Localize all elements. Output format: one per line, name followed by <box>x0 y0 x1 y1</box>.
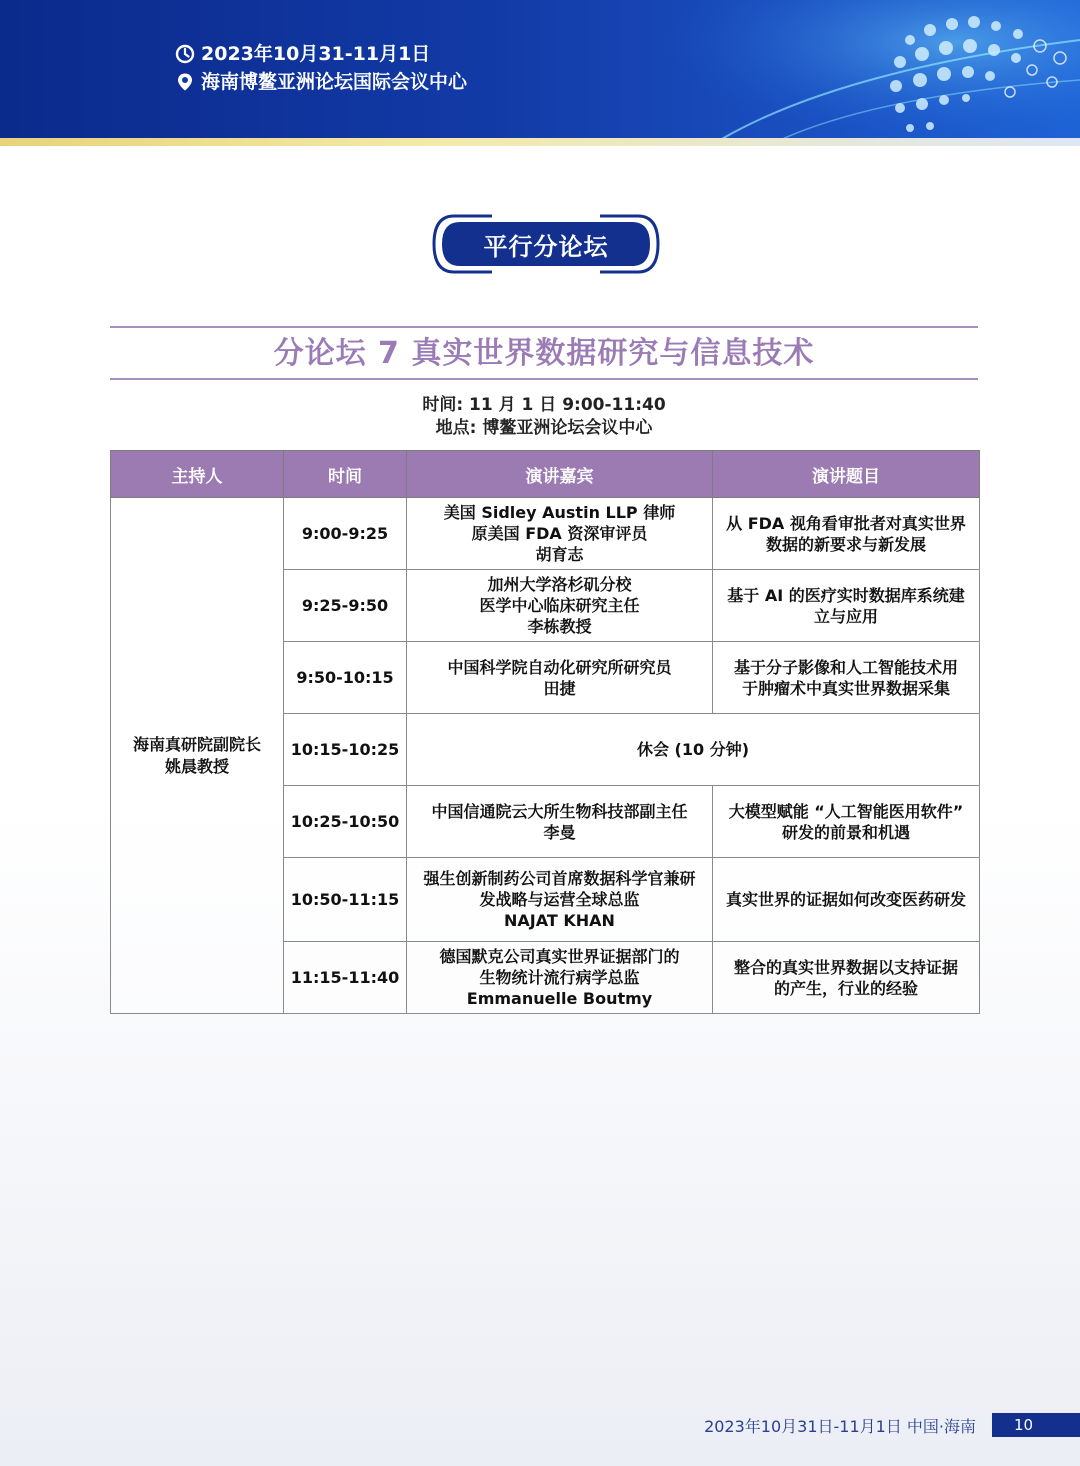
speaker-cell <box>407 786 713 858</box>
section-badge <box>432 214 660 274</box>
banner-stripe <box>0 138 1080 146</box>
time-cell: 11:15-11:40 <box>284 942 407 1014</box>
time-cell: 9:25-9:50 <box>284 570 407 642</box>
speaker-line: 胡育志 <box>535 545 584 564</box>
header-host: 主持人 <box>111 451 284 498</box>
topic-line: 研发的前景和机遇 <box>781 822 910 842</box>
event-date: 2023年10月31-11月1日 <box>201 43 431 65</box>
header-topic: 演讲题目 <box>713 451 980 498</box>
topic-cell <box>713 858 980 942</box>
speaker-line: 德国默克公司真实世界证据部门的 <box>439 947 680 966</box>
forum-time: 时间: 11 月 1 日 9:00-11:40 <box>422 395 666 415</box>
title-rule-bottom <box>110 378 978 380</box>
location-pin-icon <box>175 72 195 92</box>
forum-meta <box>110 394 978 440</box>
speaker-line: 医学中心临床研究主任 <box>479 596 640 615</box>
clock-icon <box>175 44 195 64</box>
topic-line: 立与应用 <box>813 606 878 626</box>
header-time: 时间 <box>284 451 407 498</box>
topic-cell <box>713 942 980 1014</box>
time-cell: 10:25-10:50 <box>284 786 407 858</box>
agenda-table <box>110 450 980 1014</box>
time-cell: 10:15-10:25 <box>284 714 407 786</box>
time-cell: 9:50-10:15 <box>284 642 407 714</box>
speaker-line: 中国科学院自动化研究所研究员 <box>447 657 672 677</box>
host-title: 海南真研院副院长 <box>132 734 261 754</box>
event-date-row <box>175 40 467 68</box>
speaker-line: 李栋教授 <box>527 617 592 636</box>
topic-line: 基于 AI 的医疗实时数据库系统建 <box>727 585 965 605</box>
speaker-line: 中国信通院云大所生物科技部副主任 <box>431 801 688 821</box>
badge-label: 平行分论坛 <box>483 232 609 261</box>
speaker-line: 田捷 <box>543 678 576 698</box>
speaker-line: 发战略与运营全球总监 <box>479 890 640 909</box>
topic-line: 大模型赋能 “人工智能医用软件” <box>728 801 964 821</box>
table-header-row <box>111 451 980 498</box>
topic-line: 的产生，行业的经验 <box>773 978 918 998</box>
topic-line: 真实世界的证据如何改变医药研发 <box>725 890 966 909</box>
host-cell <box>111 498 284 1014</box>
speaker-line: 加州大学洛杉矶分校 <box>487 575 632 594</box>
topic-cell <box>713 786 980 858</box>
forum-title: 分论坛 7 真实世界数据研究与信息技术 <box>273 336 815 371</box>
footer-date-location: 2023年10月31日-11月1日 中国·海南 <box>704 1417 976 1436</box>
globe-graphic <box>660 0 1080 140</box>
header-banner <box>0 0 1080 140</box>
topic-line: 基于分子影像和人工智能技术用 <box>733 657 958 677</box>
speaker-cell <box>407 498 713 570</box>
speaker-cell <box>407 570 713 642</box>
speaker-line: 李曼 <box>543 822 576 842</box>
time-cell: 10:50-11:15 <box>284 858 407 942</box>
break-cell: 休会 (10 分钟) <box>407 714 980 786</box>
event-info <box>175 40 467 96</box>
event-venue-row <box>175 68 467 96</box>
topic-cell <box>713 570 980 642</box>
topic-line: 于肿瘤术中真实世界数据采集 <box>741 678 950 698</box>
speaker-cell <box>407 942 713 1014</box>
topic-line: 数据的新要求与新发展 <box>765 534 926 554</box>
host-name: 姚晨教授 <box>164 756 229 776</box>
speaker-cell <box>407 858 713 942</box>
speaker-line: 强生创新制药公司首席数据科学官兼研 <box>423 869 696 888</box>
time-cell: 9:00-9:25 <box>284 498 407 570</box>
topic-cell <box>713 642 980 714</box>
forum-location: 地点: 博鳌亚洲论坛会议中心 <box>435 418 653 438</box>
speaker-line: 原美国 FDA 资深审评员 <box>471 524 648 543</box>
speaker-line: NAJAT KHAN <box>504 911 615 930</box>
speaker-line: 生物统计流行病学总监 <box>479 968 640 987</box>
speaker-cell <box>407 642 713 714</box>
header-speaker: 演讲嘉宾 <box>407 451 713 498</box>
speaker-line: Emmanuelle Boutmy <box>466 989 653 1008</box>
topic-line: 整合的真实世界数据以支持证据 <box>733 957 958 977</box>
topic-line: 从 FDA 视角看审批者对真实世界 <box>726 513 966 533</box>
topic-cell <box>713 498 980 570</box>
table-row <box>111 498 980 570</box>
page-number: 10 <box>992 1413 1080 1437</box>
speaker-line: 美国 Sidley Austin LLP 律师 <box>443 503 676 522</box>
event-venue: 海南博鳌亚洲论坛国际会议中心 <box>201 71 468 93</box>
title-rule-top <box>110 326 978 328</box>
